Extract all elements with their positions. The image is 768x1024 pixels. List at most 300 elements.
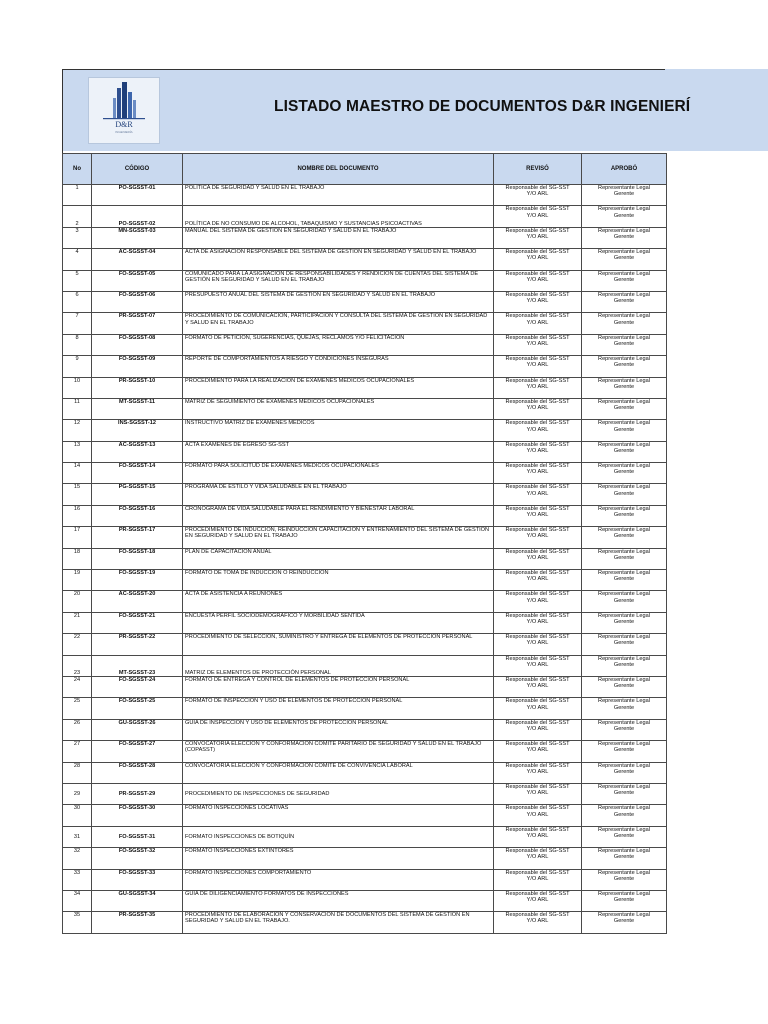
reviewed-by-line: Y/O ARL: [526, 854, 549, 861]
document-name-cell: POLÍTICA DE NO CONSUMO DE ALCOHOL, TABAQUISMO Y SUSTANCIAS PSICOACTIVAS: [183, 206, 494, 227]
reviewed-by-line: Responsable del SG-SST: [505, 484, 570, 491]
document-name-cell: COMUNICADO PARA LA ASIGNACIÓN DE RESPONSABILIDADES Y RENDICIÓN DE CUENTAS DEL SISTEMA DE GESTIÓN EN SEGURIDAD Y SALUD EN EL TRABAJO: [183, 270, 494, 291]
approved-by-cell: [582, 698, 667, 719]
column-header-no: No: [63, 154, 92, 185]
document-code-cell: FO-SGSST-16: [92, 505, 183, 526]
document-sheet: [62, 69, 691, 934]
reviewed-by-cell: [494, 505, 582, 526]
document-name-cell: MATRIZ DE ELEMENTOS DE PROTECCIÓN PERSONAL: [183, 655, 494, 676]
reviewed-by-line: Y/O ARL: [526, 725, 549, 732]
reviewed-by-cell: [494, 805, 582, 826]
row-number-cell: 30: [63, 805, 92, 826]
approved-by-cell: [582, 634, 667, 655]
document-code-cell: FO-SGSST-32: [92, 848, 183, 869]
reviewed-by-line: Responsable del SG-SST: [505, 185, 570, 191]
reviewed-by-cell: [494, 890, 582, 911]
reviewed-by-line: Responsable del SG-SST: [505, 848, 570, 855]
row-number-cell: 6: [63, 291, 92, 312]
approved-by-line: Gerente: [613, 897, 635, 904]
approved-by-line: Representante Legal: [598, 227, 650, 234]
reviewed-by-line: Y/O ARL: [526, 233, 549, 240]
reviewed-by-cell: [494, 869, 582, 890]
column-header-name: NOMBRE DEL DOCUMENTO: [183, 154, 494, 185]
document-name-cell: PROCEDIMIENTO DE INSPECCIONES DE SEGURIDAD: [183, 783, 494, 804]
row-number-cell: 28: [63, 762, 92, 783]
approved-by-cell: [582, 356, 667, 377]
reviewed-by-line: Responsable del SG-SST: [505, 890, 570, 897]
row-number-cell: 4: [63, 249, 92, 270]
approved-by-line: Representante Legal: [598, 912, 650, 919]
reviewed-by-cell: [494, 356, 582, 377]
reviewed-by-line: Responsable del SG-SST: [505, 570, 570, 577]
reviewed-by-line: Y/O ARL: [526, 255, 549, 262]
table-row: [63, 783, 667, 804]
reviewed-by-cell: [494, 420, 582, 441]
reviewed-by-line: Responsable del SG-SST: [505, 377, 570, 384]
table-row: [63, 676, 667, 697]
reviewed-by-cell: [494, 762, 582, 783]
reviewed-by-line: Responsable del SG-SST: [505, 313, 570, 320]
reviewed-by-cell: [494, 634, 582, 655]
table-row: [63, 762, 667, 783]
reviewed-by-line: Y/O ARL: [526, 512, 549, 519]
reviewed-by-line: Y/O ARL: [526, 276, 549, 283]
approved-by-line: Representante Legal: [598, 591, 650, 598]
table-row: [63, 505, 667, 526]
table-row: [63, 591, 667, 612]
row-number-cell: 19: [63, 570, 92, 591]
reviewed-by-line: Y/O ARL: [526, 554, 549, 561]
table-row: [63, 719, 667, 740]
table-row: [63, 334, 667, 355]
table-row: [63, 698, 667, 719]
reviewed-by-cell: [494, 848, 582, 869]
approved-by-line: Gerente: [613, 619, 635, 626]
approved-by-line: Gerente: [613, 340, 635, 347]
approved-by-line: Representante Legal: [598, 719, 650, 726]
approved-by-line: Gerente: [613, 191, 635, 198]
row-number-cell: 24: [63, 676, 92, 697]
approved-by-line: Gerente: [613, 276, 635, 283]
document-code-cell: FO-SGSST-08: [92, 334, 183, 355]
approved-by-cell: [582, 548, 667, 569]
approved-by-line: Gerente: [613, 768, 635, 775]
reviewed-by-line: Responsable del SG-SST: [505, 206, 570, 213]
document-name-cell: FORMATO INSPECCIONES EXTINTORES: [183, 848, 494, 869]
table-row: [63, 313, 667, 334]
table-row: [63, 420, 667, 441]
document-code-cell: FO-SGSST-18: [92, 548, 183, 569]
row-number-cell: 21: [63, 612, 92, 633]
approved-by-line: Representante Legal: [598, 890, 650, 897]
approved-by-line: Representante Legal: [598, 634, 650, 641]
document-name-cell: ACTA DE ASISTENCIA A REUNIONES: [183, 591, 494, 612]
document-name-cell: FORMATO DE INSPECCIÓN Y USO DE ELEMENTOS DE PROTECCIÓN PERSONAL: [183, 698, 494, 719]
approved-by-cell: [582, 826, 667, 847]
reviewed-by-cell: [494, 826, 582, 847]
document-name-cell: GUÍA DE DILIGENCIAMIENTO FORMATOS DE INSPECCIONES: [183, 890, 494, 911]
reviewed-by-cell: [494, 270, 582, 291]
approved-by-line: Gerente: [613, 298, 635, 305]
reviewed-by-line: Y/O ARL: [526, 362, 549, 369]
reviewed-by-line: Y/O ARL: [526, 191, 549, 198]
reviewed-by-line: Responsable del SG-SST: [505, 634, 570, 641]
approved-by-cell: [582, 377, 667, 398]
document-code-cell: PR-SGSST-35: [92, 912, 183, 933]
reviewed-by-line: Responsable del SG-SST: [505, 698, 570, 705]
reviewed-by-cell: [494, 377, 582, 398]
approved-by-cell: [582, 291, 667, 312]
reviewed-by-line: Y/O ARL: [526, 790, 549, 797]
row-number-cell: 2: [63, 206, 92, 227]
approved-by-line: Gerente: [613, 640, 635, 647]
document-code-cell: FO-SGSST-14: [92, 463, 183, 484]
document-name-cell: PLAN DE CAPACITACIÓN ANUAL: [183, 548, 494, 569]
approved-by-line: Representante Legal: [598, 334, 650, 341]
document-code-cell: FO-SGSST-19: [92, 570, 183, 591]
approved-by-line: Representante Legal: [598, 206, 650, 213]
table-row: [63, 441, 667, 462]
approved-by-line: Representante Legal: [598, 612, 650, 619]
column-header-reviewed: REVISÓ: [494, 154, 582, 185]
page-title: LISTADO MAESTRO DE DOCUMENTOS D&R INGENIERÍ: [274, 98, 691, 115]
document-name-cell: MANUAL DEL SISTEMA DE GESTIÓN EN SEGURIDAD Y SALUD EN EL TRABAJO: [183, 227, 494, 248]
reviewed-by-cell: [494, 334, 582, 355]
approved-by-cell: [582, 441, 667, 462]
reviewed-by-line: Responsable del SG-SST: [505, 612, 570, 619]
document-code-cell: AC-SGSST-20: [92, 591, 183, 612]
document-name-cell: PRESUPUESTO ANUAL DEL SISTEMA DE GESTIÓN EN SEGURIDAD Y SALUD EN EL TRABAJO: [183, 291, 494, 312]
approved-by-cell: [582, 463, 667, 484]
document-code-cell: GU-SGSST-34: [92, 890, 183, 911]
table-row: [63, 848, 667, 869]
document-name-cell: ENCUESTA PERFÍL SOCIODEMOGRÁFICO Y MORBILIDAD SENTIDA: [183, 612, 494, 633]
document-name-cell: FORMATO DE ENTREGA Y CONTROL DE ELEMENTOS DE PROTECCIÓN PERSONAL: [183, 676, 494, 697]
table-body: [63, 185, 667, 934]
table-row: [63, 634, 667, 655]
approved-by-line: Gerente: [613, 362, 635, 369]
document-name-cell: FORMATO INSPECCIONES DE BOTIQUÍN: [183, 826, 494, 847]
table-row: [63, 484, 667, 505]
reviewed-by-line: Y/O ARL: [526, 768, 549, 775]
table-row: [63, 570, 667, 591]
approved-by-line: Gerente: [613, 790, 635, 797]
approved-by-line: Gerente: [613, 811, 635, 818]
row-number-cell: 12: [63, 420, 92, 441]
reviewed-by-cell: [494, 227, 582, 248]
approved-by-line: Gerente: [613, 469, 635, 476]
table-row: [63, 270, 667, 291]
reviewed-by-line: Responsable del SG-SST: [505, 291, 570, 298]
document-code-cell: PG-SGSST-15: [92, 484, 183, 505]
approved-by-line: Gerente: [613, 576, 635, 583]
approved-by-line: Representante Legal: [598, 527, 650, 534]
approved-by-line: Representante Legal: [598, 185, 650, 191]
approved-by-cell: [582, 313, 667, 334]
approved-by-cell: [582, 848, 667, 869]
document-name-cell: CONVOCATORIA ELECCIÓN Y CONFORMACIÓN COMITÉ PARITARIO DE SEGURIDAD Y SALUD EN EL TRABAJO (COPASST): [183, 741, 494, 762]
approved-by-line: Representante Legal: [598, 741, 650, 748]
reviewed-by-line: Y/O ARL: [526, 533, 549, 540]
document-code-cell: INS-SGSST-12: [92, 420, 183, 441]
reviewed-by-cell: [494, 570, 582, 591]
approved-by-cell: [582, 762, 667, 783]
building-logo-icon: [89, 78, 159, 143]
row-number-cell: 26: [63, 719, 92, 740]
row-number-cell: 22: [63, 634, 92, 655]
table-row: [63, 912, 667, 933]
approved-by-cell: [582, 249, 667, 270]
document-code-cell: FO-SGSST-25: [92, 698, 183, 719]
approved-by-line: Representante Legal: [598, 398, 650, 405]
reviewed-by-line: Responsable del SG-SST: [505, 676, 570, 683]
approved-by-cell: [582, 398, 667, 419]
table-row: [63, 527, 667, 548]
table-row: [63, 249, 667, 270]
table-row: [63, 869, 667, 890]
reviewed-by-line: Responsable del SG-SST: [505, 463, 570, 470]
approved-by-line: Gerente: [613, 255, 635, 262]
reviewed-by-line: Responsable del SG-SST: [505, 227, 570, 234]
approved-by-cell: [582, 334, 667, 355]
approved-by-line: Gerente: [613, 405, 635, 412]
document-name-cell: PROGRAMA DE ESTILO Y VIDA SALUDABLE EN EL TRABAJO: [183, 484, 494, 505]
reviewed-by-cell: [494, 527, 582, 548]
reviewed-by-cell: [494, 719, 582, 740]
approved-by-cell: [582, 890, 667, 911]
approved-by-line: Representante Legal: [598, 805, 650, 812]
reviewed-by-line: Y/O ARL: [526, 212, 549, 219]
reviewed-by-line: Responsable del SG-SST: [505, 591, 570, 598]
document-name-cell: MATRIZ DE SEGUIMIENTO DE EXÁMENES MÉDICOS OCUPACIONALES: [183, 398, 494, 419]
approved-by-line: Representante Legal: [598, 698, 650, 705]
reviewed-by-cell: [494, 249, 582, 270]
row-number-cell: 7: [63, 313, 92, 334]
document-name-cell: GUÍA DE INSPECCIÓN Y USO DE ELEMENTOS DE PROTECCIÓN PERSONAL: [183, 719, 494, 740]
reviewed-by-line: Y/O ARL: [526, 832, 549, 839]
approved-by-line: Representante Legal: [598, 505, 650, 512]
approved-by-cell: [582, 783, 667, 804]
reviewed-by-line: Y/O ARL: [526, 619, 549, 626]
approved-by-line: Gerente: [613, 383, 635, 390]
table-row: [63, 291, 667, 312]
row-number-cell: 27: [63, 741, 92, 762]
approved-by-line: Gerente: [613, 918, 635, 925]
reviewed-by-line: Y/O ARL: [526, 490, 549, 497]
document-name-cell: PROCEDIMIENTO PARA LA REALIZACIÓN DE EXÁMENES MÉDICOS OCUPACIONALES: [183, 377, 494, 398]
reviewed-by-cell: [494, 441, 582, 462]
document-name-cell: PROCEDIMIENTO DE ELABORACIÓN Y CONSERVACIÓN DE DOCUMENTOS DEL SISTEMA DE GESTIÓN EN SEGURIDAD Y SALUD EN EL TRABAJO.: [183, 912, 494, 933]
approved-by-cell: [582, 869, 667, 890]
reviewed-by-line: Y/O ARL: [526, 597, 549, 604]
document-table: [62, 153, 667, 934]
document-name-cell: CRONOGRAMA DE VIDA SALUDABLE PARA EL RENDIMIENTO Y BIENESTAR LABORAL: [183, 505, 494, 526]
table-row: [63, 655, 667, 676]
reviewed-by-line: Responsable del SG-SST: [505, 719, 570, 726]
approved-by-line: Representante Legal: [598, 356, 650, 363]
row-number-cell: 1: [63, 185, 92, 206]
document-code-cell: MN-SGSST-03: [92, 227, 183, 248]
reviewed-by-line: Responsable del SG-SST: [505, 398, 570, 405]
approved-by-line: Gerente: [613, 512, 635, 519]
row-number-cell: 34: [63, 890, 92, 911]
reviewed-by-line: Y/O ARL: [526, 640, 549, 647]
row-number-cell: 9: [63, 356, 92, 377]
approved-by-line: Representante Legal: [598, 570, 650, 577]
document-name-cell: FORMATO INSPECCIONES COMPORTAMIENTO: [183, 869, 494, 890]
reviewed-by-cell: [494, 591, 582, 612]
approved-by-cell: [582, 719, 667, 740]
document-code-cell: FO-SGSST-33: [92, 869, 183, 890]
logo-text: D&R: [115, 120, 133, 129]
company-logo: [88, 77, 160, 144]
approved-by-cell: [582, 655, 667, 676]
row-number-cell: 15: [63, 484, 92, 505]
document-name-cell: POLÍTICA DE SEGURIDAD Y SALUD EN EL TRABAJO: [183, 185, 494, 206]
approved-by-line: Gerente: [613, 747, 635, 754]
table-row: [63, 548, 667, 569]
row-number-cell: 31: [63, 826, 92, 847]
approved-by-line: Representante Legal: [598, 463, 650, 470]
table-row: [63, 356, 667, 377]
document-code-cell: FO-SGSST-28: [92, 762, 183, 783]
approved-by-cell: [582, 676, 667, 697]
reviewed-by-cell: [494, 313, 582, 334]
approved-by-cell: [582, 612, 667, 633]
document-code-cell: FO-SGSST-09: [92, 356, 183, 377]
column-header-code: CÓDIGO: [92, 154, 183, 185]
approved-by-line: Gerente: [613, 212, 635, 219]
document-code-cell: FO-SGSST-27: [92, 741, 183, 762]
document-code-cell: FO-SGSST-31: [92, 826, 183, 847]
row-number-cell: 11: [63, 398, 92, 419]
logo-subtext: INGENIERÍA: [115, 130, 133, 134]
table-row: [63, 826, 667, 847]
approved-by-line: Gerente: [613, 661, 635, 668]
reviewed-by-line: Responsable del SG-SST: [505, 249, 570, 256]
table-row: [63, 463, 667, 484]
table-row: [63, 805, 667, 826]
reviewed-by-line: Responsable del SG-SST: [505, 912, 570, 919]
approved-by-line: Representante Legal: [598, 869, 650, 876]
document-code-cell: FO-SGSST-05: [92, 270, 183, 291]
approved-by-line: Representante Legal: [598, 249, 650, 256]
reviewed-by-line: Responsable del SG-SST: [505, 356, 570, 363]
reviewed-by-cell: [494, 206, 582, 227]
document-code-cell: PR-SGSST-07: [92, 313, 183, 334]
approved-by-line: Gerente: [613, 533, 635, 540]
approved-by-line: Gerente: [613, 490, 635, 497]
reviewed-by-line: Y/O ARL: [526, 683, 549, 690]
document-name-cell: ACTA DE ASIGNACIÓN RESPONSABLE DEL SISTEMA DE GESTIÓN EN SEGURIDAD Y SALUD EN EL TRABAJO: [183, 249, 494, 270]
reviewed-by-line: Responsable del SG-SST: [505, 783, 570, 790]
reviewed-by-line: Y/O ARL: [526, 576, 549, 583]
reviewed-by-line: Y/O ARL: [526, 426, 549, 433]
reviewed-by-cell: [494, 612, 582, 633]
document-header: [62, 69, 768, 153]
row-number-cell: 25: [63, 698, 92, 719]
approved-by-line: Gerente: [613, 426, 635, 433]
document-code-cell: FO-SGSST-30: [92, 805, 183, 826]
approved-by-line: Representante Legal: [598, 313, 650, 320]
document-name-cell: FORMATO DE TOMA DE INDUCCIÓN O REINDUCCIÓN: [183, 570, 494, 591]
table-row: [63, 377, 667, 398]
row-number-cell: 18: [63, 548, 92, 569]
document-code-cell: PR-SGSST-22: [92, 634, 183, 655]
approved-by-line: Representante Legal: [598, 291, 650, 298]
document-code-cell: MT-SGSST-11: [92, 398, 183, 419]
reviewed-by-line: Y/O ARL: [526, 383, 549, 390]
reviewed-by-line: Y/O ARL: [526, 811, 549, 818]
reviewed-by-line: Responsable del SG-SST: [505, 334, 570, 341]
approved-by-cell: [582, 484, 667, 505]
approved-by-cell: [582, 227, 667, 248]
approved-by-line: Representante Legal: [598, 655, 650, 662]
approved-by-line: Representante Legal: [598, 441, 650, 448]
approved-by-line: Representante Legal: [598, 420, 650, 427]
reviewed-by-cell: [494, 398, 582, 419]
reviewed-by-line: Responsable del SG-SST: [505, 420, 570, 427]
approved-by-line: Gerente: [613, 704, 635, 711]
document-name-cell: ACTA EXÁMENES DE EGRESO SG-SST: [183, 441, 494, 462]
reviewed-by-line: Y/O ARL: [526, 661, 549, 668]
reviewed-by-line: Responsable del SG-SST: [505, 527, 570, 534]
document-name-cell: CONVOCATORIA ELECCIÓN Y CONFORMACIÓN COMITÉ DE CONVIVENCIA LABORAL: [183, 762, 494, 783]
document-name-cell: FORMATO INSPECCIONES LOCATIVAS: [183, 805, 494, 826]
table-row: [63, 890, 667, 911]
approved-by-cell: [582, 591, 667, 612]
document-name-cell: PROCEDIMIENTO DE COMUNICACIÓN, PARTICIPACIÓN Y CONSULTA DEL SISTEMA DE GESTIÓN EN SEGURIDAD Y SALUD EN EL TRABAJO: [183, 313, 494, 334]
approved-by-line: Gerente: [613, 233, 635, 240]
approved-by-cell: [582, 206, 667, 227]
reviewed-by-line: Y/O ARL: [526, 897, 549, 904]
row-number-cell: 3: [63, 227, 92, 248]
row-number-cell: 13: [63, 441, 92, 462]
reviewed-by-line: Responsable del SG-SST: [505, 826, 570, 833]
document-code-cell: PR-SGSST-17: [92, 527, 183, 548]
reviewed-by-line: Y/O ARL: [526, 918, 549, 925]
approved-by-cell: [582, 270, 667, 291]
document-code-cell: AC-SGSST-04: [92, 249, 183, 270]
reviewed-by-line: Responsable del SG-SST: [505, 270, 570, 277]
reviewed-by-line: Y/O ARL: [526, 469, 549, 476]
reviewed-by-line: Y/O ARL: [526, 447, 549, 454]
reviewed-by-line: Responsable del SG-SST: [505, 762, 570, 769]
row-number-cell: 33: [63, 869, 92, 890]
reviewed-by-cell: [494, 698, 582, 719]
approved-by-line: Representante Legal: [598, 270, 650, 277]
column-header-approved: APROBÓ: [582, 154, 667, 185]
document-name-cell: FORMATO PARA SOLICITUD DE EXÁMENES MÉDICOS OCUPACIONALES: [183, 463, 494, 484]
reviewed-by-line: Responsable del SG-SST: [505, 869, 570, 876]
reviewed-by-line: Responsable del SG-SST: [505, 805, 570, 812]
reviewed-by-line: Y/O ARL: [526, 319, 549, 326]
approved-by-line: Gerente: [613, 875, 635, 882]
approved-by-line: Gerente: [613, 554, 635, 561]
document-code-cell: PO-SGSST-01: [92, 185, 183, 206]
table-row: [63, 206, 667, 227]
approved-by-line: Gerente: [613, 832, 635, 839]
row-number-cell: 32: [63, 848, 92, 869]
approved-by-line: Representante Legal: [598, 484, 650, 491]
row-number-cell: 16: [63, 505, 92, 526]
approved-by-line: Representante Legal: [598, 762, 650, 769]
reviewed-by-cell: [494, 783, 582, 804]
approved-by-line: Gerente: [613, 725, 635, 732]
row-number-cell: 29: [63, 783, 92, 804]
approved-by-line: Gerente: [613, 597, 635, 604]
approved-by-line: Gerente: [613, 447, 635, 454]
